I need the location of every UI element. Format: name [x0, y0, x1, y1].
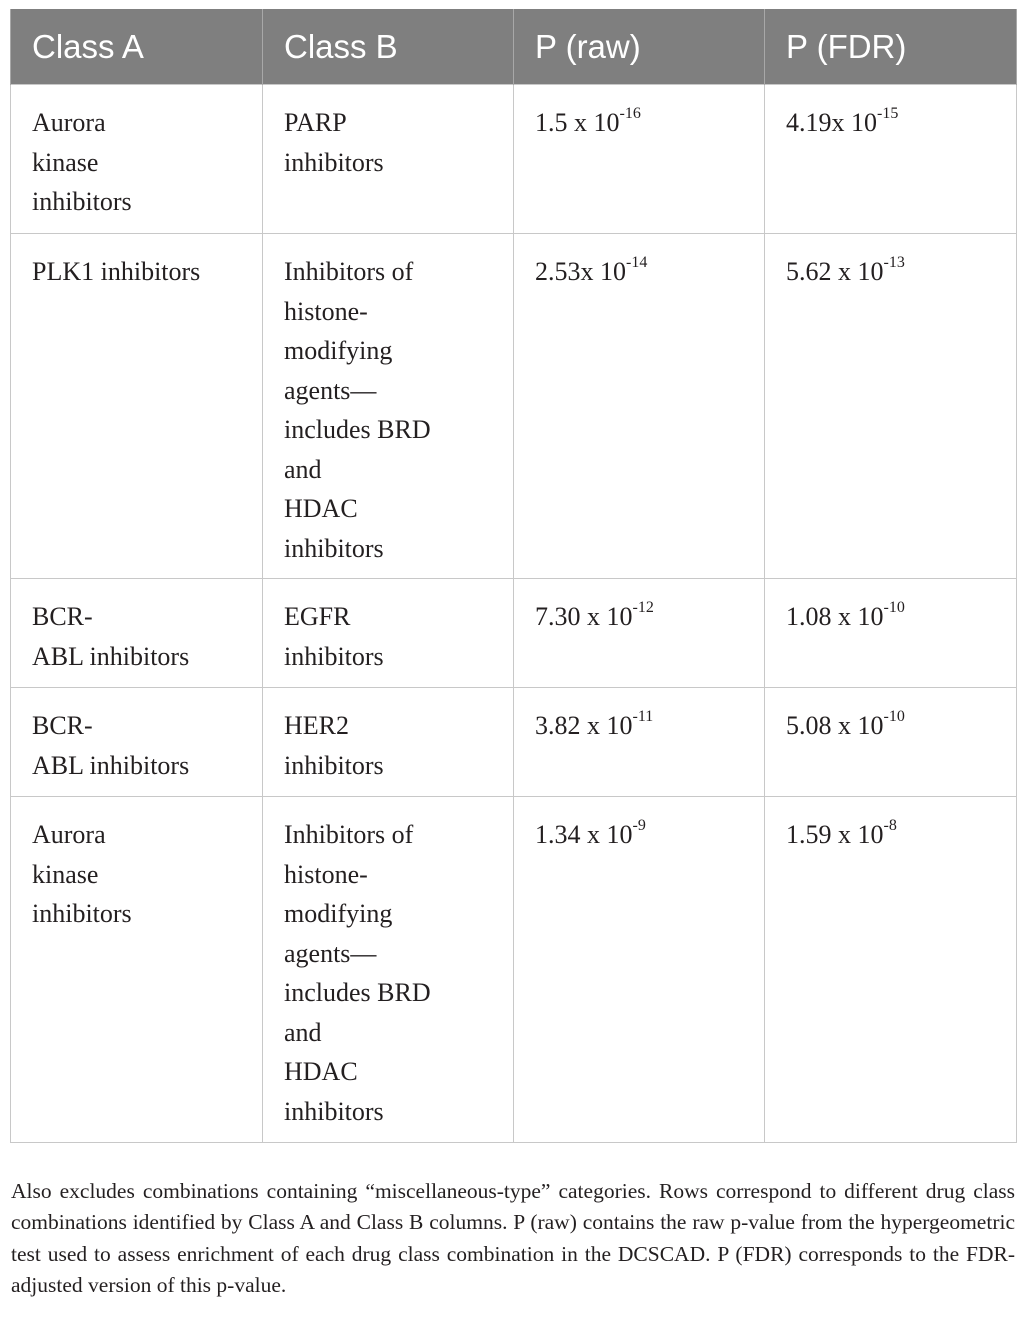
drug-class-combination-table	[10, 9, 1017, 1143]
table-row	[11, 85, 1017, 234]
p-fdr-exponent: -10	[883, 708, 905, 726]
table-body	[11, 85, 1017, 1143]
p-fdr-base: 5.62 x 10	[786, 257, 884, 286]
class-b-text: HER2 inhibitors	[284, 711, 384, 780]
table-row	[11, 234, 1017, 579]
cell-class-b	[263, 234, 514, 579]
cell-p-raw	[514, 579, 765, 688]
class-b-text: Inhibitors of histone- modifying agents— includes BRD and HDAC inhibitors	[284, 820, 431, 1126]
cell-p-raw	[514, 797, 765, 1143]
p-raw-exponent: -11	[632, 708, 654, 726]
class-a-text: BCR- ABL inhibitors	[32, 711, 190, 780]
header-class-b: Class B	[263, 9, 514, 85]
results-table-container	[10, 9, 1016, 1143]
table-row	[11, 688, 1017, 797]
p-raw-exponent: -14	[626, 254, 648, 272]
p-fdr-exponent: -8	[883, 817, 897, 835]
cell-class-b	[263, 579, 514, 688]
cell-p-fdr	[765, 234, 1017, 579]
p-fdr-base: 1.08 x 10	[786, 602, 884, 631]
cell-class-a	[11, 688, 263, 797]
cell-p-raw	[514, 234, 765, 579]
p-raw-base: 3.82 x 10	[535, 711, 633, 740]
cell-class-a	[11, 234, 263, 579]
p-fdr-exponent: -13	[883, 254, 905, 272]
class-a-text: Aurora kinase inhibitors	[32, 108, 132, 216]
header-row	[11, 9, 1017, 85]
class-b-text: Inhibitors of histone- modifying agents— includes BRD and HDAC inhibitors	[284, 257, 431, 563]
p-raw-base: 1.5 x 10	[535, 108, 620, 137]
header-class-a: Class A	[11, 9, 263, 85]
cell-p-raw	[514, 688, 765, 797]
p-raw-base: 1.34 x 10	[535, 820, 633, 849]
header-p-raw: P (raw)	[514, 9, 765, 85]
p-raw-base: 2.53x 10	[535, 257, 626, 286]
cell-p-fdr	[765, 579, 1017, 688]
table-row	[11, 797, 1017, 1143]
cell-p-fdr	[765, 797, 1017, 1143]
table-footnote: Also excludes combinations containing “miscellaneous-type” categories. Rows correspond to different drug class combinations identified by Class A and Class B columns. P (raw) contains the raw p-value from the hypergeometric test used to assess enrichment of each drug class combination in the DCSCAD. P (FDR) corresponds to the FDR-adjusted version of this p-value.	[11, 1178, 1015, 1297]
p-raw-exponent: -16	[619, 105, 641, 123]
cell-p-fdr	[765, 85, 1017, 234]
table-header	[11, 9, 1017, 85]
table-row	[11, 579, 1017, 688]
cell-class-b	[263, 797, 514, 1143]
p-raw-exponent: -12	[632, 599, 654, 617]
p-fdr-exponent: -10	[883, 599, 905, 617]
cell-class-a	[11, 797, 263, 1143]
class-a-text: PLK1 inhibitors	[32, 257, 201, 286]
p-fdr-base: 5.08 x 10	[786, 711, 884, 740]
class-a-text: Aurora kinase inhibitors	[32, 820, 132, 928]
p-fdr-base: 1.59 x 10	[786, 820, 884, 849]
cell-class-a	[11, 85, 263, 234]
cell-class-b	[263, 85, 514, 234]
class-a-text: BCR- ABL inhibitors	[32, 602, 190, 671]
header-p-fdr: P (FDR)	[765, 9, 1017, 85]
cell-class-a	[11, 579, 263, 688]
p-raw-exponent: -9	[632, 817, 646, 835]
cell-p-fdr	[765, 688, 1017, 797]
class-b-text: PARP inhibitors	[284, 108, 384, 177]
p-raw-base: 7.30 x 10	[535, 602, 633, 631]
cell-p-raw	[514, 85, 765, 234]
class-b-text: EGFR inhibitors	[284, 602, 384, 671]
p-fdr-exponent: -15	[877, 105, 899, 123]
p-fdr-base: 4.19x 10	[786, 108, 877, 137]
cell-class-b	[263, 688, 514, 797]
